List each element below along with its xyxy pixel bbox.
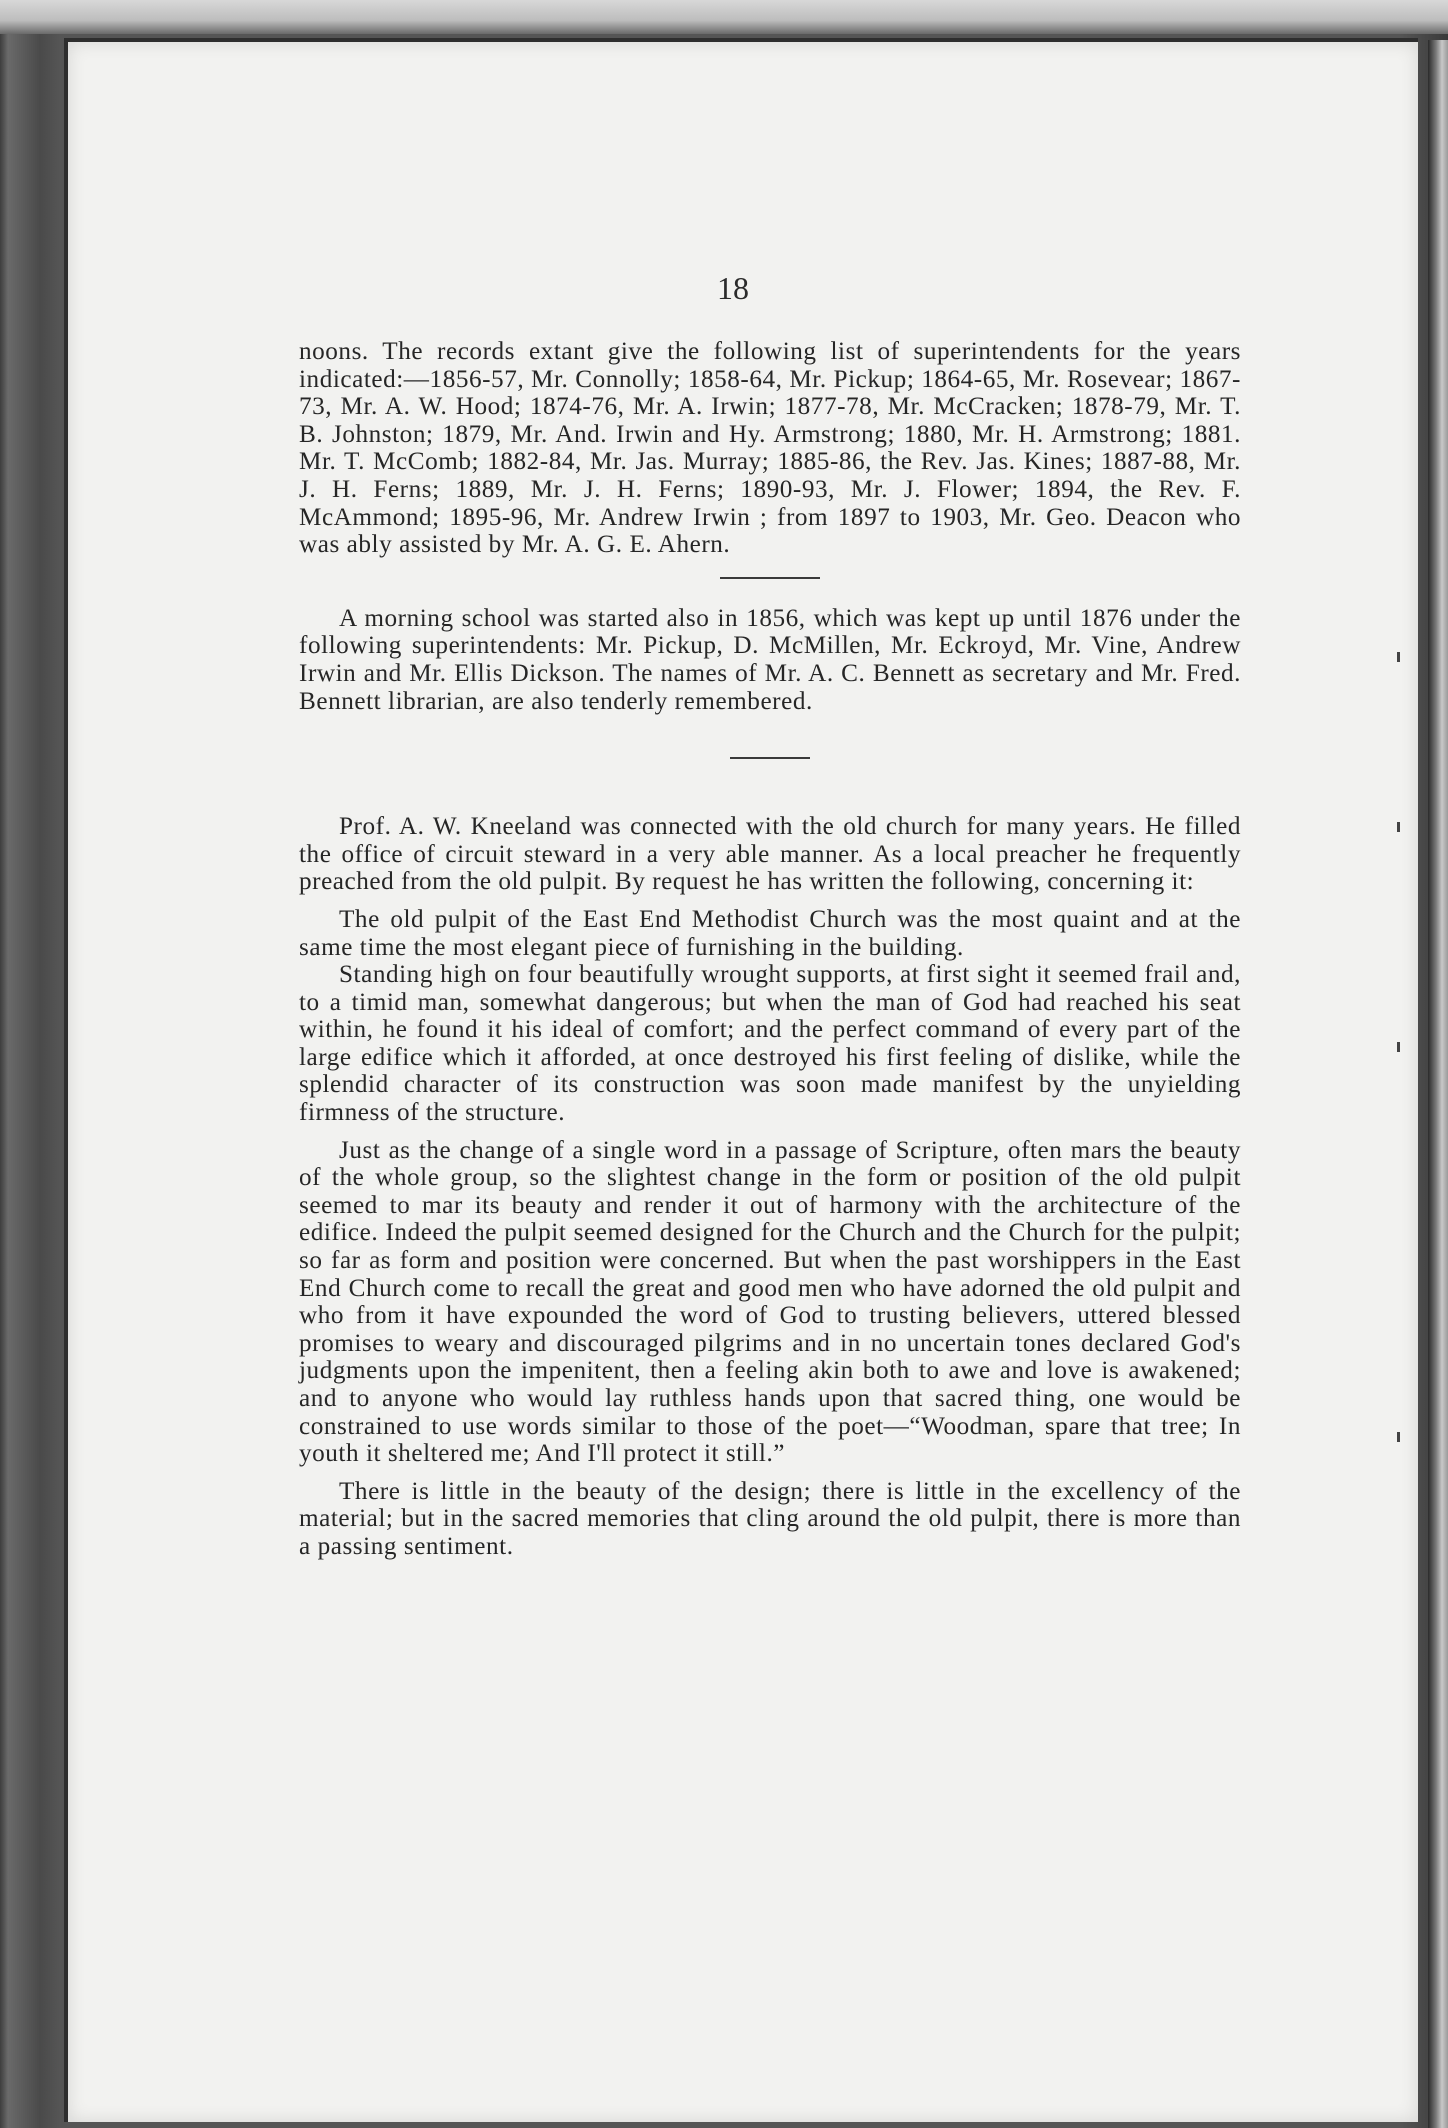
scan-mark (1397, 1432, 1400, 1442)
pulpit-paragraph: There is little in the beauty of the design; there is little in the excellency of the material; but in the sacred memories that cling around the old pulpit, there is more than a passing sentiment. (299, 1477, 1241, 1560)
book-page (64, 38, 1418, 2122)
scan-mark (1397, 822, 1400, 832)
pulpit-paragraph: The old pulpit of the East End Methodist Church was the most quaint and at the same time the most elegant piece of furnishing in the building. (299, 905, 1241, 961)
section-divider (720, 577, 820, 579)
pulpit-paragraph: Just as the change of a single word in a passage of Scripture, often mars the beauty of the whole group, so the slightest change in the form or position of the old pulpit seemed to mar its beauty and render it out of harmony with the architecture of the edifice. Indeed the pulpit seemed designed for the Church and the Church for the pulpit; so far as form and position were concerned. But when the past worshippers in the East End Church come to recall the great and good men who have adorned the old pulpit and who from it have expounded the word of God to trusting believers, uttered blessed promises to weary and discouraged pilgrims and in no uncertain tones declared God's judgments upon the impenitent, then a feeling akin both to awe and love is awakened; and to anyone who would lay ruthless hands upon that sacred thing, one would be constrained to use words similar to those of the poet—“Woodman, spare that tree; In youth it sheltered me; And I'll protect it still.” (299, 1136, 1241, 1468)
book-edge (1428, 40, 1448, 2128)
page-number: 18 (717, 270, 749, 306)
kneeland-intro-paragraph: Prof. A. W. Kneeland was connected with the old church for many years. He filled the office of circuit steward in a very able manner. As a local preacher he frequently preached from the old pulpit. By request he has written the following, concerning it: (299, 813, 1241, 896)
scan-top-edge (0, 0, 1448, 34)
page-body (299, 338, 1241, 1561)
scan-mark (1397, 1042, 1400, 1052)
pulpit-paragraph: Standing high on four beautifully wrought supports, at first sight it seemed frail and, to a timid man, somewhat dangerous; but when the man of God had reached his seat within, he found it his ideal of comfort; and the perfect command of every part of the large edifice which it afforded, at once destroyed his first feeling of dislike, while the splendid character of its construction was soon made manifest by the unyielding firmness of the structure. (299, 961, 1241, 1127)
section-divider (730, 757, 810, 759)
scan-mark (1397, 652, 1400, 662)
morning-school-paragraph: A morning school was started also in 1856, which was kept up until 1876 under the following superintendents: Mr. Pickup, D. McMillen, Mr. Eckroyd, Mr. Vine, Andrew Irwin and Mr. Ellis Dickson. The names of Mr. A. C. Bennett as secretary and Mr. Fred. Bennett librarian, are also tenderly remembered. (299, 604, 1241, 715)
superintendents-paragraph: noons. The records extant give the following list of superintendents for the years indicated:—1856-57, Mr. Connolly; 1858-64, Mr. Pickup; 1864-65, Mr. Rosevear; 1867-73, Mr. A. W. Hood; 1874-76, Mr. A. Irwin; 1877-78, Mr. McCracken; 1878-79, Mr. T. B. Johnston; 1879, Mr. And. Irwin and Hy. Armstrong; 1880, Mr. H. Armstrong; 1881. Mr. T. McComb; 1882-84, Mr. Jas. Murray; 1885-86, the Rev. Jas. Kines; 1887-88, Mr. J. H. Ferns; 1889, Mr. J. H. Ferns; 1890-93, Mr. J. Flower; 1894, the Rev. F. McAmmond; 1895-96, Mr. Andrew Irwin ; from 1897 to 1903, Mr. Geo. Deacon who was ably assisted by Mr. A. G. E. Ahern. (299, 338, 1241, 559)
